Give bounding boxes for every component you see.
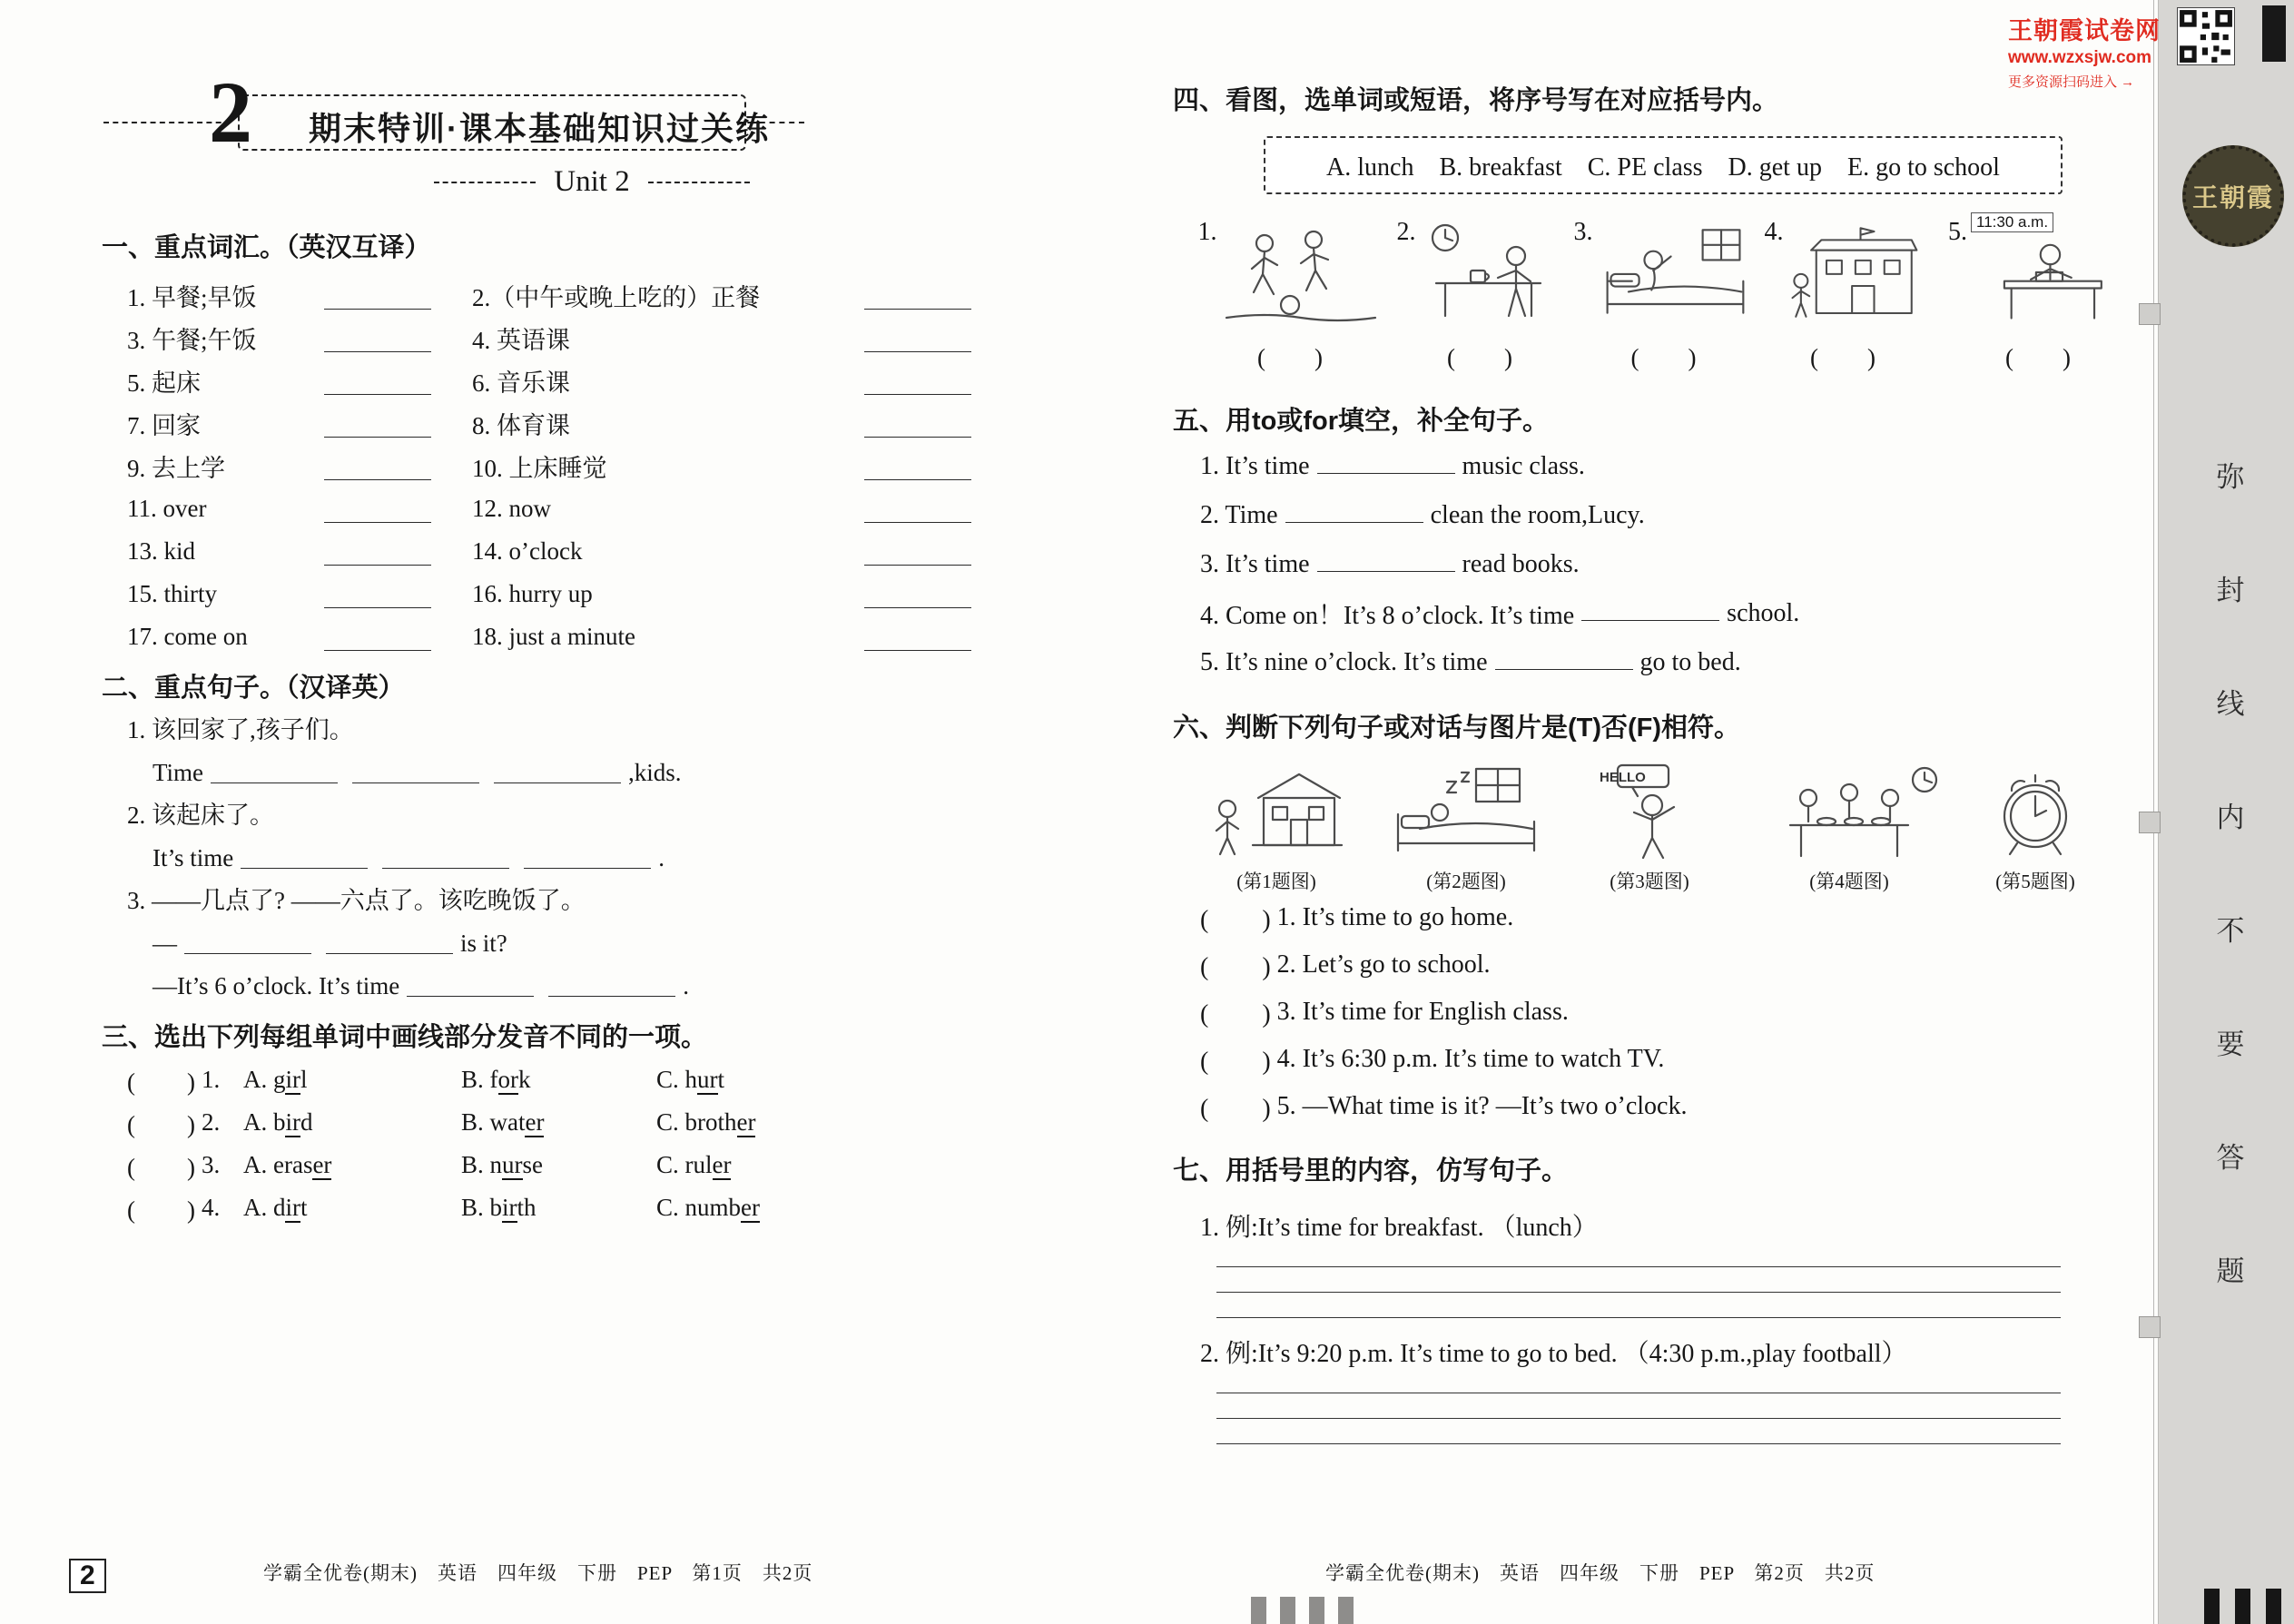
vocab-label: 18. just a minute	[472, 623, 635, 650]
answer-paren: ( )	[1200, 1048, 1272, 1076]
judge-picture-item	[1739, 762, 1959, 894]
word-underlined: or	[497, 1066, 518, 1093]
word-pre: g	[272, 1066, 286, 1093]
print-bar	[2235, 1589, 2250, 1624]
answer-blank	[1317, 557, 1455, 572]
picture-item	[1191, 218, 1389, 373]
sentence-english	[102, 922, 1082, 965]
vocab-item	[127, 445, 440, 487]
vocab-label: 8. 体育课	[472, 412, 570, 439]
section6-heading: 六、判断下列句子或对话与图片是(T)否(F)相符。	[1173, 714, 1741, 743]
sentence-lead: 2. Time	[1200, 501, 1278, 529]
margin-char: 要	[2216, 1029, 2245, 1060]
vocab-item	[472, 573, 980, 615]
answer-blank	[407, 982, 534, 997]
fill-in-sentence	[1173, 491, 2153, 540]
answer-paren: ( )	[1200, 953, 1272, 981]
answer-blank	[1285, 508, 1423, 523]
word-underlined: er	[525, 1108, 545, 1136]
word-post: k	[518, 1066, 531, 1093]
word-underlined: ur	[502, 1151, 523, 1178]
picture-caption: (第1题图)	[1236, 871, 1316, 892]
judge-picture-item	[1373, 762, 1560, 894]
phonics-row	[102, 1144, 1082, 1186]
unit-subtitle: Unit 2	[554, 165, 630, 198]
right-page	[1173, 80, 2153, 1444]
judge-statement	[1173, 1083, 2153, 1130]
answer-blank	[324, 507, 431, 523]
answer-blank	[324, 293, 431, 310]
word-underlined: ur	[697, 1066, 718, 1093]
word-underlined: er	[712, 1151, 732, 1178]
margin-char: 答	[2216, 1142, 2245, 1174]
option-label: C.	[655, 1194, 685, 1221]
vocab-label: 12. now	[472, 495, 551, 522]
option-b	[461, 1108, 656, 1137]
vocab-label: 16. hurry up	[472, 580, 593, 607]
sentence-lead: It’s time	[153, 844, 234, 871]
picture-number: 3.	[1573, 218, 1593, 246]
section3-heading: 三、选出下列每组单词中画线部分发音不同的一项。	[102, 1023, 708, 1052]
sentence-lead: 5. It’s nine o’clock. It’s time	[1200, 648, 1488, 676]
example-sentence: 2. 例:It’s 9:20 p.m. It’s time to go to bed. （4:30 p.m.,play football）	[1200, 1340, 1907, 1368]
writing-line	[1216, 1317, 2061, 1318]
word-bank: A. lunch B. breakfast C. PE class D. get up E. go to school	[1264, 136, 2063, 194]
section2-heading: 二、重点句子。（汉译英）	[102, 674, 405, 703]
footer-left: 学霸全优卷(期末) 英语 四年级 下册 PEP 第1页 共2页	[263, 1562, 813, 1584]
judge-statement	[1173, 941, 2153, 989]
corner-registration-bars	[2204, 1589, 2281, 1624]
answer-blank	[324, 379, 431, 395]
answer-blank	[324, 336, 431, 352]
print-bar	[2204, 1589, 2220, 1624]
vocab-label: 3. 午餐;午饭	[127, 327, 257, 354]
statement-text: 1. It’s time to go home.	[1276, 903, 1514, 931]
site-url: www.wzxsjw.com	[2008, 48, 2152, 67]
word-underlined: er	[736, 1108, 756, 1136]
vocab-item	[472, 317, 980, 359]
picture-item	[1389, 218, 1570, 373]
vocab-label: 4. 英语课	[472, 327, 570, 354]
option-a	[243, 1108, 461, 1137]
answer-blank	[382, 854, 509, 869]
word-pre: f	[489, 1066, 498, 1093]
word-post: se	[522, 1151, 543, 1178]
page-title: 期末特训·课本基础知识过关练	[309, 110, 770, 147]
judge-picture-item	[1180, 762, 1373, 894]
picture-caption: (第4题图)	[1809, 871, 1889, 892]
answer-paren: ( )	[1810, 344, 1876, 371]
judge-statement	[1173, 1036, 2153, 1083]
phonics-row	[102, 1186, 1082, 1229]
word-underlined: er	[312, 1151, 332, 1178]
print-bar	[1280, 1597, 1295, 1624]
answer-blank	[494, 769, 621, 783]
word-pre: n	[489, 1151, 502, 1178]
answer-paren: ( )	[2005, 344, 2071, 371]
option-label: A.	[242, 1108, 273, 1136]
publisher-branding	[2008, 11, 2181, 91]
answer-blank	[864, 293, 971, 310]
sentence-tail: ,kids.	[628, 759, 682, 786]
vocab-item	[472, 530, 980, 573]
vocab-item	[472, 359, 980, 402]
question-number: 2.	[201, 1108, 221, 1136]
question-number: 3.	[201, 1151, 221, 1178]
speech-bubble-text: HELLO	[1600, 770, 1646, 785]
answer-paren: ( )	[1200, 906, 1272, 934]
answer-blank	[864, 507, 971, 523]
word-pre: b	[272, 1108, 286, 1136]
writing-line	[1216, 1266, 2061, 1267]
vocab-item	[472, 402, 980, 445]
option-c	[656, 1151, 1082, 1179]
answer-paren: ( )	[1630, 344, 1697, 371]
statement-text: 2. Let’s go to school.	[1276, 950, 1491, 979]
vocab-item	[127, 274, 440, 317]
picture-item	[1757, 218, 1929, 373]
answer-blank	[324, 635, 431, 651]
option-label: A.	[242, 1151, 273, 1178]
writing-line	[1216, 1443, 2061, 1444]
vocab-label: 7. 回家	[127, 412, 201, 439]
vocab-label: 15. thirty	[127, 580, 217, 607]
fill-in-sentence	[1173, 540, 2153, 589]
vocab-label: 14. o’clock	[472, 537, 583, 565]
vocab-item	[472, 445, 980, 487]
margin-char: 不	[2216, 915, 2245, 947]
dash-ornament	[434, 182, 536, 183]
print-bar	[1338, 1597, 1354, 1624]
time-label: 11:30 a.m.	[1971, 212, 2053, 232]
vocab-label: 1. 早餐;早饭	[127, 284, 257, 311]
section1-heading: 一、重点词汇。（英汉互译）	[102, 233, 431, 262]
answer-paren: ( )	[127, 1068, 196, 1096]
vocab-label: 6. 音乐课	[472, 369, 570, 397]
option-a	[243, 1151, 461, 1179]
option-label: B.	[460, 1194, 490, 1221]
option-label: A.	[242, 1066, 273, 1093]
judge-picture-item	[1560, 762, 1739, 894]
answer-paren: ( )	[127, 1196, 196, 1224]
sentence-lead: 4. Come on！It’s 8 o’clock. It’s time	[1200, 602, 1575, 630]
vocab-list	[102, 274, 1082, 658]
answer-blank	[864, 421, 971, 438]
margin-char: 线	[2216, 688, 2245, 720]
unit-number: 2	[209, 64, 252, 161]
option-a	[243, 1194, 461, 1222]
answer-paren: ( )	[1257, 344, 1323, 371]
answer-blank	[326, 940, 453, 954]
picture-caption: (第5题图)	[1995, 871, 2075, 892]
vocab-item	[472, 487, 980, 530]
publisher-seal	[2182, 145, 2284, 247]
option-label: C.	[655, 1066, 685, 1093]
vocab-item	[127, 530, 440, 573]
print-bar	[1251, 1597, 1266, 1624]
word-post: t	[717, 1066, 725, 1093]
answer-blank	[864, 464, 971, 480]
word-underlined: ir	[285, 1194, 300, 1221]
vocab-item	[472, 274, 980, 317]
section7-heading: 七、用括号里的内容，仿写句子。	[1173, 1156, 1569, 1186]
vocab-item	[127, 317, 440, 359]
sentence-lead: —It’s 6 o’clock. It’s time	[153, 972, 400, 999]
word-post: th	[517, 1194, 537, 1221]
vocab-label: 2.（中午或晚上吃的）正餐	[472, 284, 761, 311]
word-pre: d	[272, 1194, 286, 1221]
word-pre: eras	[272, 1151, 313, 1178]
question-number: 4.	[201, 1194, 221, 1221]
fill-in-sentence	[1173, 638, 2153, 687]
option-label: B.	[460, 1066, 490, 1093]
dash-ornament	[648, 182, 750, 183]
word-underlined: er	[741, 1194, 760, 1221]
answer-blank	[324, 592, 431, 608]
left-page	[102, 64, 1082, 1229]
margin-char: 题	[2216, 1255, 2245, 1287]
statement-text: 5. —What time is it? —It’s two o’clock.	[1276, 1092, 1688, 1120]
option-label: C.	[655, 1108, 685, 1136]
vocab-label: 9. 去上学	[127, 455, 225, 482]
word-post: d	[300, 1108, 313, 1136]
statement-text: 4. It’s 6:30 p.m. It’s time to watch TV.	[1276, 1045, 1665, 1073]
picture-number: 5.	[1948, 218, 1967, 246]
sentence-tail: go to bed.	[1639, 648, 1741, 676]
seal-text: 王朝霞	[2191, 184, 2274, 212]
margin-char: 弥	[2216, 461, 2245, 493]
page-number-badge: 2	[69, 1559, 106, 1593]
q4-image-3-getting-up	[1595, 218, 1754, 327]
word-pre: broth	[684, 1108, 737, 1136]
vocab-item	[127, 487, 440, 530]
picture-number: 1.	[1197, 218, 1217, 246]
answer-blank	[1495, 655, 1633, 670]
option-label: C.	[655, 1151, 685, 1178]
writing-line	[1216, 1418, 2061, 1419]
word-pre: b	[489, 1194, 502, 1221]
answer-blank	[324, 464, 431, 480]
answer-blank	[184, 940, 311, 954]
sentence-tail: .	[658, 844, 665, 871]
judge-picture-row	[1173, 762, 2153, 894]
judge-statement	[1173, 894, 2153, 941]
writing-line	[1216, 1292, 2061, 1293]
picture-item	[1929, 213, 2147, 373]
option-c	[656, 1108, 1082, 1137]
answer-blank	[211, 769, 338, 783]
word-post: t	[300, 1194, 308, 1221]
word-underlined: ir	[285, 1066, 300, 1093]
answer-blank	[324, 549, 431, 566]
picture-choice-row	[1173, 213, 2153, 373]
sentence-lead: Time	[153, 759, 204, 786]
sentence-chinese: 2. 该起床了。	[127, 802, 274, 829]
q6-image-2-sleeping	[1389, 762, 1543, 861]
sentence-english	[102, 837, 1082, 880]
sentence-tail: clean the room,Lucy.	[1430, 501, 1645, 529]
example-sentence: 1. 例:It’s time for breakfast. （lunch）	[1200, 1214, 1598, 1242]
sentence-english	[102, 965, 1082, 1008]
fill-in-sentence	[1173, 589, 2153, 638]
unit-subtitle-row	[401, 165, 783, 199]
sentence-tail: school.	[1727, 599, 1800, 627]
phonics-row	[102, 1058, 1082, 1101]
sentence-tail: music class.	[1462, 452, 1585, 480]
vocab-item	[472, 615, 980, 658]
picture-caption: (第3题图)	[1610, 871, 1689, 892]
answer-blank	[864, 592, 971, 608]
vocab-item	[127, 615, 440, 658]
sealed-margin-text	[2210, 454, 2250, 1289]
word-post: l	[300, 1066, 308, 1093]
print-registration-mark	[2262, 5, 2286, 62]
vocab-label: 5. 起床	[127, 369, 201, 397]
option-b	[461, 1194, 656, 1222]
vocab-label: 13. kid	[127, 537, 196, 565]
footer-right: 学霸全优卷(期末) 英语 四年级 下册 PEP 第2页 共2页	[1325, 1562, 1876, 1584]
picture-number: 2.	[1396, 218, 1416, 246]
fill-in-sentence	[1173, 442, 2153, 491]
answer-blank	[352, 769, 479, 783]
sentence-lead: —	[153, 930, 177, 957]
option-c	[656, 1194, 1082, 1222]
vocab-label: 11. over	[127, 495, 207, 522]
word-pre: rul	[684, 1151, 713, 1178]
sentence-chinese: 3. ——几点了? ——六点了。该吃晚饭了。	[127, 887, 586, 914]
answer-paren: ( )	[1447, 344, 1512, 371]
vocab-item	[127, 359, 440, 402]
option-label: B.	[460, 1151, 490, 1178]
judge-picture-item	[1959, 762, 2112, 894]
picture-number: 4.	[1764, 218, 1784, 246]
answer-blank	[864, 635, 971, 651]
vocab-item	[127, 573, 440, 615]
word-pre: h	[684, 1066, 697, 1093]
picture-item	[1570, 218, 1757, 373]
option-label: A.	[242, 1194, 273, 1221]
answer-blank	[864, 549, 971, 566]
sentence-tail: .	[683, 972, 689, 999]
word-pre: wat	[489, 1108, 526, 1136]
option-label: B.	[460, 1108, 490, 1136]
question-number: 1.	[201, 1066, 221, 1093]
answer-blank	[864, 336, 971, 352]
margin-char: 内	[2216, 802, 2245, 833]
word-underlined: ir	[285, 1108, 300, 1136]
judge-statement	[1173, 989, 2153, 1036]
answer-blank	[548, 982, 675, 997]
print-registration-bars	[1251, 1597, 1354, 1624]
answer-blank	[1581, 606, 1719, 621]
paper-header	[102, 64, 1082, 227]
answer-paren: ( )	[127, 1111, 196, 1138]
margin-char: 封	[2216, 575, 2245, 606]
print-bar	[1309, 1597, 1324, 1624]
option-b	[461, 1151, 656, 1179]
statement-text: 3. It’s time for English class.	[1276, 998, 1569, 1026]
sentence-lead: 1. It’s time	[1200, 452, 1310, 480]
word-underlined: ir	[502, 1194, 517, 1221]
q4-image-4-going-to-school	[1786, 218, 1922, 327]
scan-hint: 更多资源扫码进入 →	[2008, 74, 2135, 90]
q4-image-1-playing-football	[1219, 218, 1383, 327]
sentence-tail: read books.	[1462, 550, 1580, 578]
option-c	[656, 1066, 1082, 1094]
answer-blank	[241, 854, 368, 869]
answer-blank	[524, 854, 651, 869]
vocab-item	[127, 402, 440, 445]
picture-caption: (第2题图)	[1426, 871, 1506, 892]
print-bar	[2266, 1589, 2281, 1624]
answer-paren: ( )	[127, 1154, 196, 1181]
q4-image-5-writing	[1969, 218, 2128, 327]
option-b	[461, 1066, 656, 1094]
q6-image-1-house	[1204, 762, 1349, 861]
answer-blank	[1317, 459, 1455, 474]
word-pre: numb	[684, 1194, 742, 1221]
vocab-label: 10. 上床睡觉	[472, 455, 607, 482]
phonics-row	[102, 1101, 1082, 1144]
option-a	[243, 1066, 461, 1094]
q6-image-4-family-eating	[1754, 762, 1944, 861]
answer-paren: ( )	[1200, 1095, 1272, 1123]
site-name: 王朝霞试卷网	[2008, 17, 2161, 44]
answer-blank	[324, 421, 431, 438]
qr-code-icon	[2177, 7, 2235, 65]
section5-heading: 五、用to或for填空，补全句子。	[1173, 407, 1550, 436]
answer-blank	[864, 379, 971, 395]
sentence-tail: is it?	[460, 930, 507, 957]
q6-image-5-alarm-clock	[1981, 762, 2090, 861]
sentence-chinese: 1. 该回家了,孩子们。	[127, 716, 354, 743]
sentence-english	[102, 752, 1082, 794]
sentence-lead: 3. It’s time	[1200, 550, 1310, 578]
vocab-label: 17. come on	[127, 623, 248, 650]
answer-paren: ( )	[1200, 1000, 1272, 1029]
section4-heading: 四、看图，选单词或短语，将序号写在对应括号内。	[1173, 86, 1779, 115]
q4-image-2-having-breakfast	[1418, 218, 1563, 327]
